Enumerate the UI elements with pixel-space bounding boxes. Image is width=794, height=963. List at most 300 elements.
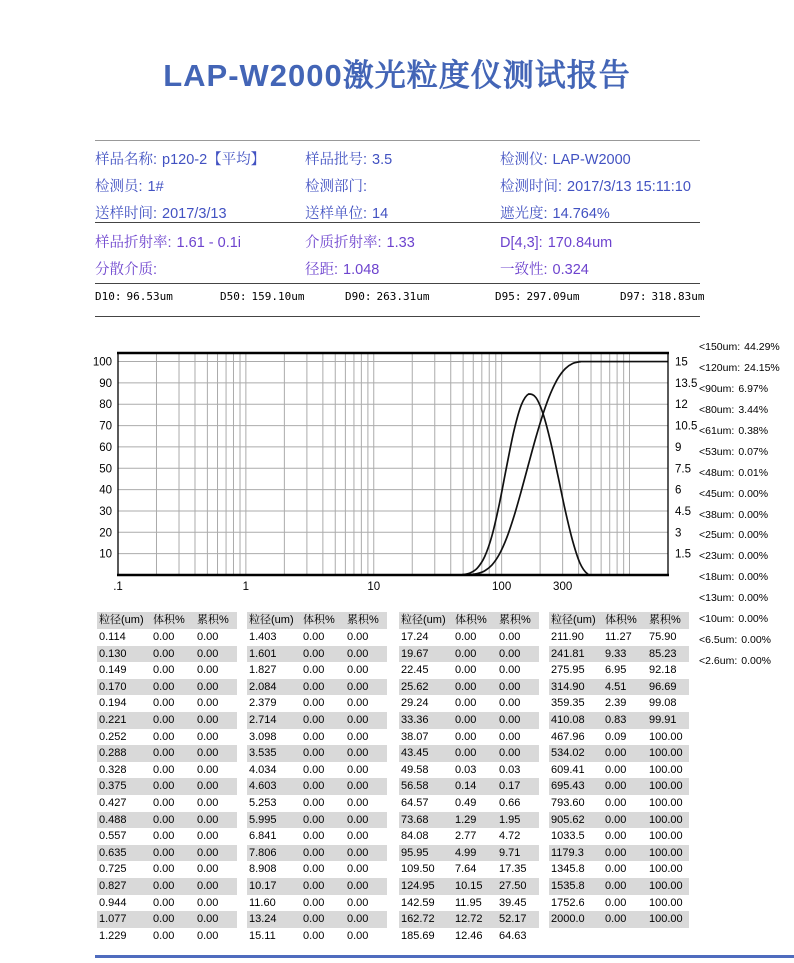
cell-size: 0.725 <box>99 863 127 876</box>
threshold-value: 6.97% <box>738 383 769 396</box>
cell-size: 1.229 <box>99 929 127 942</box>
table-row <box>247 745 387 762</box>
table-header <box>247 612 387 629</box>
cell-size: 6.841 <box>249 830 277 843</box>
threshold-value: 0.00% <box>741 654 772 667</box>
divider <box>95 222 700 223</box>
threshold-value: 0.00% <box>738 613 769 626</box>
column-header: 体积% <box>303 614 335 626</box>
percent-below-item <box>699 441 794 462</box>
cell-volume: 0.00 <box>153 730 175 743</box>
cell-cumulative: 100.00 <box>649 846 683 859</box>
cell-cumulative: 0.17 <box>499 780 521 793</box>
cell-volume: 0.00 <box>303 763 325 776</box>
threshold-value: 0.00% <box>738 508 769 521</box>
cell-size: 609.41 <box>551 763 585 776</box>
cell-size: 64.57 <box>401 796 429 809</box>
table-row <box>247 712 387 729</box>
threshold-value: 0.01% <box>738 466 769 479</box>
column-header: 体积% <box>455 614 487 626</box>
cell-cumulative: 100.00 <box>649 863 683 876</box>
table-row <box>549 878 689 895</box>
threshold-label: <90um: <box>699 383 735 396</box>
cell-cumulative: 0.00 <box>197 780 219 793</box>
cell-volume: 0.00 <box>455 647 477 660</box>
cell-size: 534.02 <box>551 747 585 760</box>
cell-volume: 0.00 <box>303 896 325 909</box>
cell-volume: 12.46 <box>455 929 483 942</box>
divider <box>95 316 700 317</box>
cell-size: 95.95 <box>401 846 429 859</box>
uniformity-field: 一致性: 0.324 <box>500 262 589 278</box>
table-row <box>549 795 689 812</box>
cell-size: 162.72 <box>401 913 435 926</box>
sample-refractive-field: 样品折射率: 1.61 - 0.1i <box>95 235 242 251</box>
cell-cumulative: 0.00 <box>197 713 219 726</box>
cell-cumulative: 0.00 <box>347 913 369 926</box>
cell-size: 2.379 <box>249 697 277 710</box>
d50-value: D50: 159.10um <box>220 290 305 303</box>
cell-volume: 0.00 <box>303 863 325 876</box>
threshold-value: 24.15% <box>744 362 780 375</box>
svg-text:10: 10 <box>367 581 381 593</box>
sample-info-section <box>95 147 707 228</box>
table-row <box>247 629 387 646</box>
percent-below-item <box>699 504 794 525</box>
cell-size: 0.114 <box>99 631 126 643</box>
svg-text:70: 70 <box>99 420 112 433</box>
cell-volume: 0.00 <box>153 830 175 843</box>
cell-size: 13.24 <box>249 913 277 926</box>
table-row <box>247 911 387 928</box>
table-row <box>399 695 539 712</box>
cell-cumulative: 0.00 <box>347 929 369 942</box>
cell-cumulative: 100.00 <box>649 830 683 843</box>
cell-cumulative: 0.00 <box>197 680 219 693</box>
cell-volume: 0.00 <box>153 879 175 892</box>
cell-cumulative: 0.00 <box>197 647 219 660</box>
threshold-value: 44.29% <box>744 341 780 354</box>
threshold-value: 0.00% <box>738 550 769 563</box>
cell-volume: 0.00 <box>455 730 477 743</box>
table-row <box>549 828 689 845</box>
cell-volume: 0.00 <box>455 631 477 643</box>
cell-size: 314.90 <box>551 680 585 693</box>
cell-size: 0.149 <box>99 664 127 677</box>
cell-size: 73.68 <box>401 813 429 826</box>
cell-cumulative: 0.00 <box>499 647 521 660</box>
table-header <box>97 612 237 629</box>
obscuration-field: 遮光度: 14.764% <box>500 206 610 222</box>
table-row <box>549 778 689 795</box>
chart-svg <box>0 336 700 602</box>
cell-volume: 0.00 <box>153 664 175 677</box>
table-row <box>97 745 237 762</box>
cell-cumulative: 0.03 <box>499 763 521 776</box>
column-header: 粒径(um) <box>401 614 446 626</box>
cell-volume: 0.00 <box>303 929 325 942</box>
cell-volume: 0.03 <box>455 763 477 776</box>
column-header: 粒径(um) <box>551 614 596 626</box>
table-row <box>549 646 689 663</box>
cell-size: 2.714 <box>249 713 277 726</box>
threshold-label: <6.5um: <box>699 633 738 646</box>
cell-size: 4.034 <box>249 763 277 776</box>
cell-size: 0.427 <box>99 796 127 809</box>
cell-size: 11.60 <box>249 896 276 909</box>
svg-text:100: 100 <box>492 581 512 593</box>
cell-size: 0.170 <box>99 680 127 693</box>
cell-cumulative: 0.00 <box>197 879 219 892</box>
cell-volume: 0.00 <box>303 664 325 677</box>
threshold-label: <18um: <box>699 571 735 584</box>
cell-volume: 0.00 <box>153 896 175 909</box>
table-row <box>549 729 689 746</box>
table-row <box>399 911 539 928</box>
table-row <box>549 629 689 646</box>
svg-text:100: 100 <box>92 356 112 369</box>
cell-size: 19.67 <box>401 647 429 660</box>
cell-cumulative: 0.00 <box>197 813 219 826</box>
svg-text:50: 50 <box>99 463 112 476</box>
table-row <box>97 845 237 862</box>
particle-size-chart <box>0 336 700 602</box>
span-field: 径距: 1.048 <box>305 262 380 278</box>
table-row <box>399 928 539 945</box>
cell-volume: 0.00 <box>605 813 627 826</box>
cell-size: 142.59 <box>401 896 435 909</box>
table-row <box>247 795 387 812</box>
table-row <box>399 828 539 845</box>
cell-cumulative: 0.00 <box>499 631 521 643</box>
svg-text:10: 10 <box>99 548 112 561</box>
table-row <box>549 762 689 779</box>
divider <box>95 283 700 284</box>
cell-size: 49.58 <box>401 763 429 776</box>
sample-batch-field: 样品批号: 3.5 <box>305 152 393 168</box>
cell-volume: 0.00 <box>153 680 175 693</box>
cell-size: 7.806 <box>249 846 277 859</box>
cell-size: 0.488 <box>99 813 127 826</box>
cell-size: 0.221 <box>99 713 127 726</box>
percent-below-item <box>699 462 794 483</box>
cell-size: 185.69 <box>401 929 435 942</box>
cell-cumulative: 0.00 <box>347 863 369 876</box>
cell-size: 0.827 <box>99 879 127 892</box>
threshold-value: 0.00% <box>738 592 769 605</box>
cell-cumulative: 100.00 <box>649 796 683 809</box>
cell-size: 467.96 <box>551 730 585 743</box>
cell-cumulative: 100.00 <box>649 763 683 776</box>
column-header: 累积% <box>649 614 681 626</box>
table-row <box>549 895 689 912</box>
svg-text:90: 90 <box>99 377 112 390</box>
cell-cumulative: 0.00 <box>347 896 369 909</box>
d10-value: D10: 96.53um <box>95 290 173 303</box>
cell-size: 0.557 <box>99 830 127 843</box>
cell-volume: 6.95 <box>605 664 627 677</box>
cell-size: 109.50 <box>401 863 435 876</box>
cell-volume: 0.00 <box>605 796 627 809</box>
cell-size: 124.95 <box>401 879 435 892</box>
threshold-label: <120um: <box>699 362 741 375</box>
cell-volume: 1.29 <box>455 813 477 826</box>
column-header: 粒径(um) <box>99 614 144 626</box>
cell-volume: 0.00 <box>455 747 477 760</box>
cell-volume: 0.00 <box>303 747 325 760</box>
threshold-value: 0.00% <box>738 529 769 542</box>
cell-volume: 0.00 <box>153 747 175 760</box>
percent-below-item <box>699 650 794 671</box>
percent-below-item <box>699 546 794 567</box>
table-row <box>247 762 387 779</box>
table-row <box>247 778 387 795</box>
cell-cumulative: 9.71 <box>499 846 521 859</box>
percent-below-item <box>699 337 794 358</box>
cell-size: 17.24 <box>401 631 429 643</box>
cell-volume: 0.00 <box>303 631 325 643</box>
percent-below-item <box>699 609 794 630</box>
cell-size: 1179.3 <box>551 846 584 859</box>
d97-value: D97: 318.83um <box>620 290 705 303</box>
threshold-label: <48um: <box>699 466 735 479</box>
cell-size: 29.24 <box>401 697 429 710</box>
percent-below-item <box>699 421 794 442</box>
column-header: 累积% <box>499 614 531 626</box>
threshold-value: 0.07% <box>738 445 769 458</box>
cell-cumulative: 100.00 <box>649 879 683 892</box>
cell-size: 15.11 <box>249 929 276 942</box>
table-row <box>97 729 237 746</box>
table-row <box>399 745 539 762</box>
cell-size: 905.62 <box>551 813 585 826</box>
cell-cumulative: 100.00 <box>649 747 683 760</box>
cell-size: 211.90 <box>551 631 584 643</box>
cell-cumulative: 27.50 <box>499 879 527 892</box>
cell-size: 5.253 <box>249 796 277 809</box>
table-row <box>549 712 689 729</box>
threshold-label: <150um: <box>699 341 741 354</box>
cell-cumulative: 0.00 <box>347 730 369 743</box>
cell-cumulative: 0.00 <box>197 763 219 776</box>
sample-name-field: 样品名称: p120-2【平均】 <box>95 152 266 168</box>
table-row <box>97 795 237 812</box>
cell-volume: 0.00 <box>153 631 175 643</box>
cell-volume: 9.33 <box>605 647 627 660</box>
cell-size: 1535.8 <box>551 879 585 892</box>
table-row <box>399 729 539 746</box>
table-row <box>399 778 539 795</box>
percent-below-item <box>699 379 794 400</box>
table-row <box>247 828 387 845</box>
cell-size: 1752.6 <box>551 896 585 909</box>
percent-below-item <box>699 400 794 421</box>
threshold-value: 0.00% <box>738 571 769 584</box>
cell-volume: 2.39 <box>605 697 627 710</box>
table-row <box>247 695 387 712</box>
threshold-label: <45um: <box>699 487 735 500</box>
svg-text:15: 15 <box>675 356 688 369</box>
cell-cumulative: 0.00 <box>499 680 521 693</box>
cell-cumulative: 0.00 <box>197 697 219 710</box>
svg-text:3: 3 <box>675 527 682 540</box>
cell-size: 43.45 <box>401 747 429 760</box>
table-row <box>549 861 689 878</box>
svg-text:9: 9 <box>675 441 682 454</box>
table-row <box>399 629 539 646</box>
size-table-2 <box>247 612 387 944</box>
cell-volume: 0.00 <box>303 796 325 809</box>
table-row <box>247 861 387 878</box>
table-row <box>97 895 237 912</box>
threshold-label: <23um: <box>699 550 735 563</box>
percent-below-item <box>699 567 794 588</box>
cell-cumulative: 0.00 <box>499 747 521 760</box>
cell-size: 1.827 <box>249 664 277 677</box>
cell-volume: 0.00 <box>153 697 175 710</box>
table-header <box>549 612 689 629</box>
cell-volume: 0.00 <box>303 830 325 843</box>
svg-text:20: 20 <box>99 527 112 540</box>
cell-cumulative: 0.00 <box>347 664 369 677</box>
optical-info-section <box>95 230 707 284</box>
table-row <box>97 911 237 928</box>
table-row <box>549 845 689 862</box>
size-table-1 <box>97 612 237 944</box>
size-table-3 <box>399 612 539 944</box>
table-row <box>97 828 237 845</box>
cell-cumulative: 96.69 <box>649 680 677 693</box>
threshold-value: 3.44% <box>738 404 769 417</box>
svg-text:6: 6 <box>675 484 682 497</box>
cell-volume: 11.27 <box>605 631 632 643</box>
cell-cumulative: 0.00 <box>197 913 219 926</box>
cell-cumulative: 100.00 <box>649 913 683 926</box>
cell-volume: 0.00 <box>605 780 627 793</box>
cell-cumulative: 0.00 <box>197 730 219 743</box>
cell-cumulative: 0.00 <box>499 697 521 710</box>
cell-size: 5.995 <box>249 813 277 826</box>
cell-cumulative: 0.00 <box>499 730 521 743</box>
table-row <box>97 878 237 895</box>
cell-cumulative: 0.00 <box>197 929 219 942</box>
threshold-label: <38um: <box>699 508 735 521</box>
cell-volume: 0.00 <box>153 796 175 809</box>
cell-volume: 0.00 <box>153 813 175 826</box>
cell-size: 84.08 <box>401 830 429 843</box>
cell-size: 410.08 <box>551 713 585 726</box>
table-row <box>399 812 539 829</box>
cell-size: 275.95 <box>551 664 585 677</box>
cell-cumulative: 0.00 <box>197 830 219 843</box>
table-row <box>399 861 539 878</box>
table-row <box>549 679 689 696</box>
threshold-label: <80um: <box>699 404 735 417</box>
cell-cumulative: 0.00 <box>347 763 369 776</box>
threshold-label: <25um: <box>699 529 735 542</box>
cell-cumulative: 0.00 <box>197 747 219 760</box>
svg-text:7.5: 7.5 <box>675 463 691 476</box>
cell-volume: 2.77 <box>455 830 477 843</box>
curve-volume_percent <box>125 394 668 575</box>
cell-size: 0.252 <box>99 730 127 743</box>
cell-cumulative: 92.18 <box>649 664 677 677</box>
svg-text:1.5: 1.5 <box>675 548 691 561</box>
table-row <box>97 662 237 679</box>
cell-volume: 0.00 <box>303 713 325 726</box>
cell-cumulative: 0.00 <box>347 713 369 726</box>
footer-rule <box>95 955 794 958</box>
cell-volume: 0.00 <box>605 763 627 776</box>
cell-cumulative: 0.00 <box>499 713 521 726</box>
table-row <box>97 778 237 795</box>
cell-volume: 0.00 <box>153 929 175 942</box>
cell-cumulative: 99.08 <box>649 697 677 710</box>
threshold-label: <13um: <box>699 592 735 605</box>
column-header: 体积% <box>605 614 637 626</box>
cell-size: 0.635 <box>99 846 127 859</box>
table-row <box>97 629 237 646</box>
cell-volume: 0.00 <box>455 697 477 710</box>
cell-volume: 0.00 <box>303 879 325 892</box>
cell-size: 1033.5 <box>551 830 585 843</box>
cell-volume: 0.00 <box>605 747 627 760</box>
cell-size: 0.130 <box>99 647 127 660</box>
table-row <box>549 695 689 712</box>
delivery-unit-field: 送样单位: 14 <box>305 206 389 222</box>
table-row <box>97 928 237 945</box>
cell-cumulative: 99.91 <box>649 713 677 726</box>
cell-cumulative: 100.00 <box>649 813 683 826</box>
percent-below-item <box>699 483 794 504</box>
percent-below-item <box>699 629 794 650</box>
d90-value: D90: 263.31um <box>345 290 430 303</box>
cell-size: 22.45 <box>401 664 429 677</box>
cell-volume: 0.00 <box>605 863 627 876</box>
percent-below-item <box>699 588 794 609</box>
cell-cumulative: 0.00 <box>347 680 369 693</box>
cell-size: 1.403 <box>249 631 277 643</box>
cell-volume: 0.00 <box>303 780 325 793</box>
cell-cumulative: 0.00 <box>197 896 219 909</box>
cell-volume: 0.00 <box>605 913 627 926</box>
threshold-value: 0.38% <box>738 425 769 437</box>
dispersant-field: 分散介质: <box>95 262 158 278</box>
cell-size: 2000.0 <box>551 913 585 926</box>
cell-cumulative: 75.90 <box>649 631 677 643</box>
cell-size: 3.535 <box>249 747 277 760</box>
table-row <box>97 762 237 779</box>
cell-cumulative: 1.95 <box>499 813 521 826</box>
threshold-label: <61um: <box>699 425 735 437</box>
cell-volume: 12.72 <box>455 913 483 926</box>
cell-volume: 0.09 <box>605 730 627 743</box>
cell-volume: 0.00 <box>303 846 325 859</box>
cell-size: 0.944 <box>99 896 127 909</box>
table-row <box>399 795 539 812</box>
cell-volume: 0.00 <box>153 713 175 726</box>
size-table-4 <box>549 612 689 928</box>
cell-volume: 0.00 <box>153 913 175 926</box>
cell-size: 0.375 <box>99 780 127 793</box>
cell-cumulative: 0.00 <box>499 664 521 677</box>
column-header: 累积% <box>347 614 379 626</box>
cell-cumulative: 85.23 <box>649 647 677 660</box>
svg-text:300: 300 <box>553 581 573 593</box>
threshold-value: 0.00% <box>741 633 772 646</box>
cell-size: 10.17 <box>249 879 277 892</box>
cell-volume: 0.00 <box>605 846 627 859</box>
